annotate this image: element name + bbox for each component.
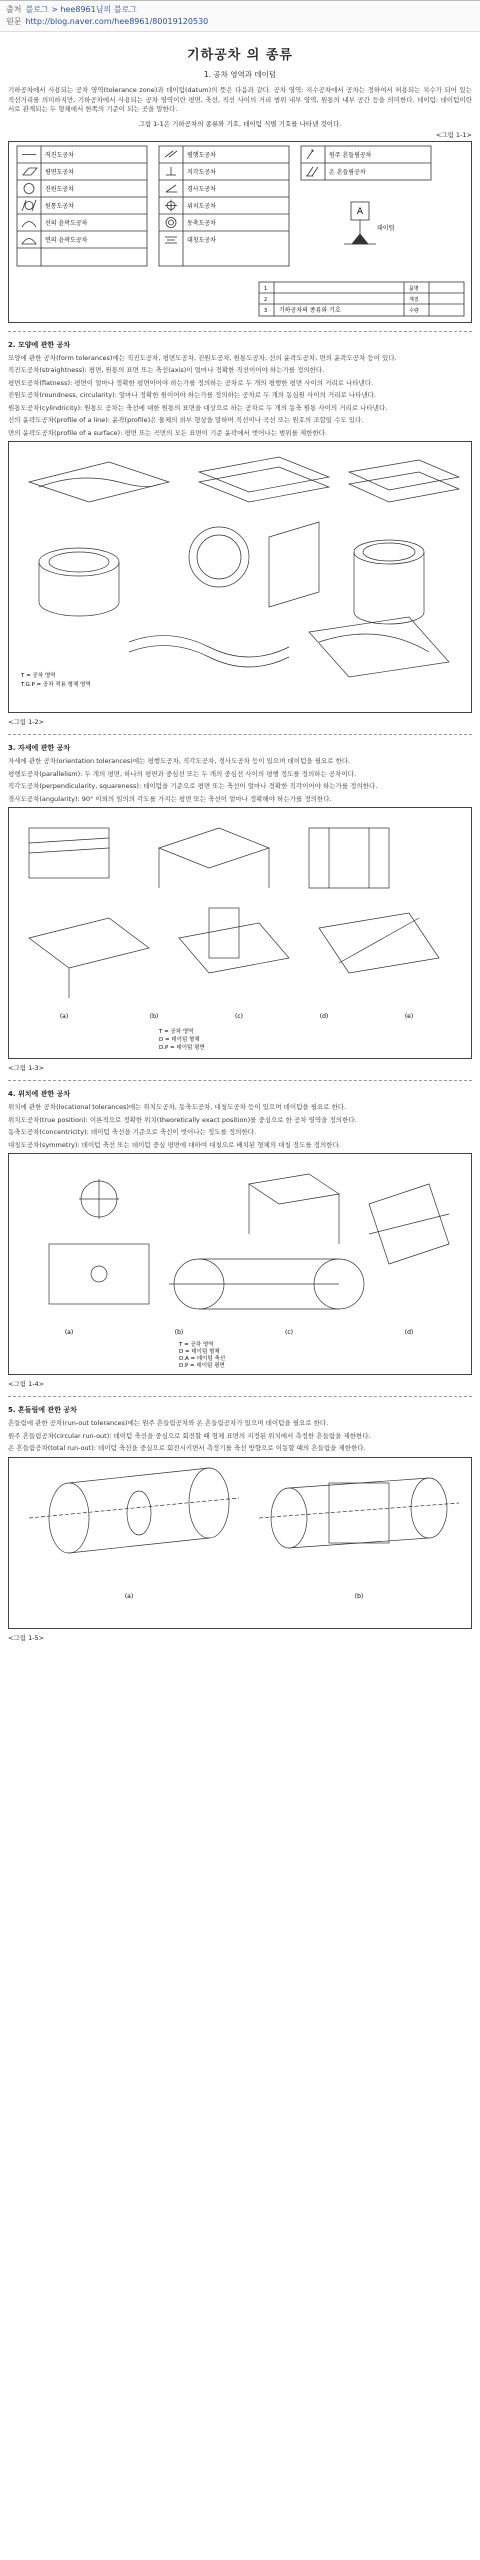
from-link[interactable]: 블로그 > hee8961님의 블로그	[25, 5, 137, 14]
section1-heading: 1. 공차 영역과 데이텀	[203, 70, 277, 79]
fig2-legend-1: T = 공차 영역	[21, 673, 56, 679]
divider-2	[8, 734, 472, 735]
sym-label-4: 선의 윤곽도공차	[45, 219, 88, 227]
fig3-label-c: (c)	[235, 1013, 243, 1020]
sym-label-0: 직진도공차	[45, 151, 74, 159]
section5-para2: 원주 흔들림공차(circular run-out): 데이텀 축선을 중심으로 회전할 때 형체 표면의 지정된 위치에서 측정한 흔들림을 제한한다.	[8, 1431, 371, 1440]
figure1-label: <그림 1-1>	[435, 130, 472, 139]
sym-label-10: 동축도공차	[187, 219, 216, 227]
divider-4	[8, 1396, 472, 1397]
figure3-frame	[8, 807, 472, 1059]
section2-para5: 원통도공차(cylindricity): 원통도 공차는 축선에 대한 원통의 표면을 대상으로 하는 공차로 두 개의 동축 원통 사이의 거리로 나타낸다.	[8, 403, 388, 412]
section2-para7: 면의 윤곽도공차(profile of a surface): 평면 또는 곡면의 모든 표면이 기준 윤곽에서 벗어나는 범위를 제한한다.	[8, 428, 328, 437]
sym-label-11: 대칭도공차	[187, 236, 216, 244]
fig5-label-b: (b)	[354, 1592, 364, 1600]
section2-para2: 직진도공차(straightness): 평면, 원통의 표면 또는 축선(axis)이 얼마나 정확한 직선이어야 하는가를 정의한다.	[8, 366, 325, 374]
section3-para2: 평행도공차(parallelism): 두 개의 평면, 하나의 평면과 중심선 또는 두 개의 중심선 사이의 평행 정도를 정의하는 공차이다.	[8, 769, 357, 778]
fig4-label-a: (a)	[64, 1329, 74, 1336]
section4-para1: 위치에 관한 공차(locational tolerances)에는 위치도공차, 동축도공차, 대칭도공차 등이 있으며 데이텀을 필요로 한다.	[8, 1103, 347, 1111]
fig3-label-e: (e)	[404, 1013, 414, 1020]
fig4-legend-1: T = 공차 영역	[179, 1342, 214, 1348]
section4-para3: 동축도공차(concentricity): 데이텀 축선을 기준으로 축선이 벗어나는 정도를 정의한다.	[8, 1128, 257, 1136]
fig4-label-c: (c)	[285, 1329, 293, 1336]
fig5-label-a: (a)	[124, 1592, 134, 1600]
sym-label-9: 위치도공차	[187, 202, 216, 210]
sym-label-5: 면의 윤곽도공차	[45, 236, 88, 244]
fig4-label-b: (b)	[174, 1329, 184, 1336]
source-bar	[0, 0, 480, 32]
orig-link[interactable]: http://blog.naver.com/hee8961/80019120530	[25, 17, 209, 26]
sym-label-3: 원통도공차	[45, 202, 74, 210]
section2-para3: 평면도공차(flatness): 평면이 얼마나 정확한 평면이어야 하는가를 정의하는 공차로 두 개의 평행한 평면 사이의 거리로 나타낸다.	[8, 378, 374, 387]
tb-row-3: 3	[264, 307, 268, 314]
datum-letter: A	[356, 206, 364, 217]
sym-label-6: 평행도공차	[187, 151, 216, 159]
section2-heading: 2. 모양에 관한 공차	[8, 340, 71, 349]
sym-label-8: 경사도공차	[187, 185, 216, 193]
tb-row-2: 2	[264, 296, 268, 303]
symbol-table-drawing	[9, 142, 471, 320]
figure1-symbols-frame	[8, 141, 472, 323]
section2-para6: 선의 윤곽도공차(profile of a line): 윤곽(profile)은 물체의 외부 형상을 말하며 직선이나 곡선 또는 원호의 조합일 수도 있다.	[8, 416, 364, 424]
section4-heading: 4. 위치에 관한 공차	[8, 1090, 71, 1098]
from-label: 출처	[6, 5, 22, 14]
section4-para2: 위치도공차(true position): 이론적으로 정확한 위치(theoretically exact position)를 중심으로 한 공차 영역을 정의한다.	[8, 1115, 357, 1124]
figure2-frame	[8, 441, 472, 713]
sym-label-12: 원주 흔들림공차	[329, 151, 372, 159]
fig3-label-a: (a)	[59, 1013, 69, 1020]
fig3-label-b: (b)	[149, 1013, 159, 1020]
runout-tolerance-drawing	[9, 1458, 471, 1626]
orientation-tolerance-drawing	[9, 808, 471, 1056]
datum-label: 데이텀	[377, 224, 395, 232]
tb-col-2: 재질	[409, 296, 419, 303]
figure4-label: <그림 1-4>	[8, 1380, 45, 1388]
fig4-legend-3: D.A = 데이텀 축선	[179, 1356, 226, 1362]
fig3-legend-3: D.P = 데이텀 평면	[159, 1045, 205, 1051]
divider-1	[8, 331, 472, 332]
sym-label-2: 진원도공차	[45, 185, 74, 193]
tb-sheet-title: 기하공차의 종류와 기호	[279, 306, 341, 314]
section5-para3: 온 흔들림공차(total run-out): 데이텀 축선을 중심으로 회전시키면서 측정기를 축선 방향으로 이동할 때의 흔들림을 제한한다.	[8, 1444, 366, 1452]
location-tolerance-drawing	[9, 1154, 471, 1372]
section3-para3: 직각도공차(perpendicularity, squareness): 데이텀을 기준으로 평면 또는 축선이 얼마나 정확한 직각이어야 하는가를 정의한다.	[8, 782, 378, 790]
divider-3	[8, 1080, 472, 1081]
fig4-legend-2: D = 데이텀 형체	[179, 1349, 220, 1355]
fig2-legend-2: T.G.P = 공차 적용 형체 영역	[21, 682, 91, 688]
section1-caption: 그림 1-1은 기하공차의 종류와 기호, 데이텀 식별 기호를 나타낸 것이다.	[138, 119, 342, 128]
sym-label-13: 온 흔들림공차	[329, 168, 366, 176]
tb-col-3: 수량	[409, 307, 419, 314]
figure3-label: <그림 1-3>	[8, 1064, 45, 1072]
figure5-frame	[8, 1457, 472, 1629]
fig3-legend-1: T = 공차 영역	[159, 1029, 194, 1035]
section3-para1: 자세에 관한 공차(orientation tolerances)에는 평행도공차, 직각도공차, 경사도공차 등이 있으며 데이텀을 필요로 한다.	[8, 757, 351, 765]
figure5-label: <그림 1-5>	[8, 1633, 45, 1642]
fig4-legend-4: D.P = 데이텀 평면	[179, 1363, 225, 1369]
section2-para1: 모양에 관한 공차(form tolerances)에는 직진도공차, 평면도공차, 진원도공차, 원통도공차, 선의 윤곽도공차, 면의 윤곽도공차 등이 있다.	[8, 353, 397, 362]
tb-col-1: 품명	[409, 285, 419, 292]
section5-heading: 5. 흔들림에 관한 공차	[8, 1406, 77, 1414]
sym-label-7: 직각도공차	[187, 168, 216, 176]
section3-heading: 3. 자세에 관한 공차	[8, 744, 71, 752]
form-tolerance-drawing	[9, 442, 471, 710]
fig3-legend-2: D = 데이텀 형체	[159, 1037, 200, 1043]
page-title: 기하공차 의 종류	[187, 48, 293, 63]
section2-para4: 진원도공차(roundness, circularity): 얼마나 정확한 원이어야 하는가를 정의하는 공차로 두 개의 동심원 사이의 거리로 나타낸다.	[8, 391, 377, 399]
figure2-label: <그림 1-2>	[8, 718, 45, 726]
section5-para1: 흔들림에 관한 공차(run-out tolerances)에는 원주 흔들림공차와 온 흔들림공차가 있으며 데이텀을 필요로 한다.	[8, 1419, 329, 1427]
section3-para4: 경사도공차(angularity): 90° 이외의 임의의 각도를 가지는 평면 또는 축선이 얼마나 정확해야 하는가를 정의한다.	[8, 794, 332, 803]
sym-label-1: 평면도공차	[45, 168, 74, 176]
section1-paragraph: 기하공차에서 사용되는 공차 영역(tolerance zone)과 데이텀(datum)의 뜻은 다음과 같다. 공차 영역: 지수공차에서 공차는 정하여서 허용되는 치수가 되어 있는 직선거리를 의미하지만, 기하공차에서 사용되는 공차 영역이란 평면, 축선, 직선 사이의 거리 범위 내부 영역, 원통의 내부 공간 등을 의미한다. 데이텀: 데이텀이란 서로 관계되는 두 형체에서 한쪽의 기준이 되는 곳을 말한다.	[8, 86, 472, 113]
figure4-frame	[8, 1153, 472, 1375]
section4-para4: 대칭도공차(symmetry): 데이텀 축선 또는 데이텀 중심 평면에 대하여 대칭으로 배치된 형체의 대칭 정도를 정의한다.	[8, 1140, 341, 1149]
tb-row-1: 1	[264, 285, 268, 292]
fig4-label-d: (d)	[404, 1329, 414, 1336]
fig3-label-d: (d)	[319, 1013, 329, 1020]
orig-label: 원문	[6, 17, 22, 26]
